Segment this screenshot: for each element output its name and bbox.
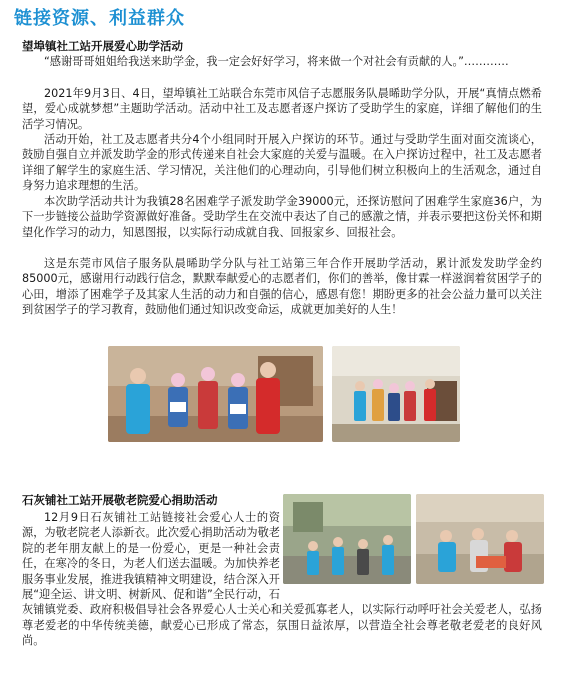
article1-title: 望埠镇社工站开展爱心助学活动 [22,39,183,53]
article1-paragraph-5: 这是东莞市风信子服务队晨晞助学分队与社工站第三年合作开展助学活动，累计派发发助学金约85000元，感谢用行动践行信念，默默奉献爱心的志愿者们，你们的善举，像甘霖一样滋润着贫困学子的心田，增添了困难学子及其家人生活的动力和自强的信心，感恩有您！期盼更多的社会公益力量可以关注到贫困学子的学习教育，鼓励他们通过知识改变命运，成就更加美好的人生！ [22,257,542,317]
article2-text-wrap: 12月9日石灰铺社工站链接社会爱心人士的资源，为敬老院老人添新衣。此次爱心捐助活动为敬老院的老年朋友献上的是一份爱心，更是一种社会责任，在寒冷的冬日，为老人们送去温暖。为加快养老服务事业发展，推进我镇精神文明建设，结合深入开展“迎全运、讲文明、树新风、促和谐”全民行动，石灰铺镇党委、政府积极倡导社会各界爱心人士关心和关爱孤寡老人，以实际行动呼吁社会关爱老人，弘扬尊老爱老的中华传统美德，献爱心已形成了常态，氛围日益浓厚，以营造全社会尊老敬老爱老的良好风尚。 [22,511,542,648]
article2-title: 石灰铺社工站开展敬老院爱心捐助活动 [22,493,218,507]
section-title: 链接资源、利益群众 [14,8,185,29]
article1-paragraph-1: “感谢哥哥姐姐给我送来助学金，我一定会好好学习，将来做一个对社会有贡献的人。”………… [44,55,509,68]
photo-elderly-gathering [283,494,411,584]
article1-paragraph-2: 2021年9月3日、4日，望埠镇社工站联合东莞市风信子志愿服务队晨晞助学分队，开展“真情点燃希望，爱心成就梦想”主题助学活动。活动中社工及志愿者逐户探访了受助学生的家庭，详细了解他们的生活学习情况。 [22,87,542,131]
photo-elderly-clothing [416,494,544,584]
photo-group-home-visit [332,346,460,442]
article1-paragraph-4: 本次助学活动共计为我镇28名困难学子派发助学金39000元，还探访慰问了困难学生家庭36户，为下一步链接公益助学资源做好准备。受助学生在交流中表达了自己的感激之情，并表示要把这份关怀和期望化作学习的动力，知恩图报，以实际行动成就自我、回报家乡、回报社会。 [22,195,542,239]
photo-volunteers-students [108,346,323,442]
article1-paragraph-3: 活动开始，社工及志愿者共分4个小组同时开展入户探访的环节。通过与受助学生面对面交流谈心，鼓励自强自立并派发助学金的形式传递来自社会大家庭的关爱与温暖。在入户探访过程中，社工及志愿者详细了解学生的家庭生活、学习情况，关注他们的心理动向，引导他们树立积极向上的生活观念，通过自身努力追求理想的生活。 [22,133,542,193]
